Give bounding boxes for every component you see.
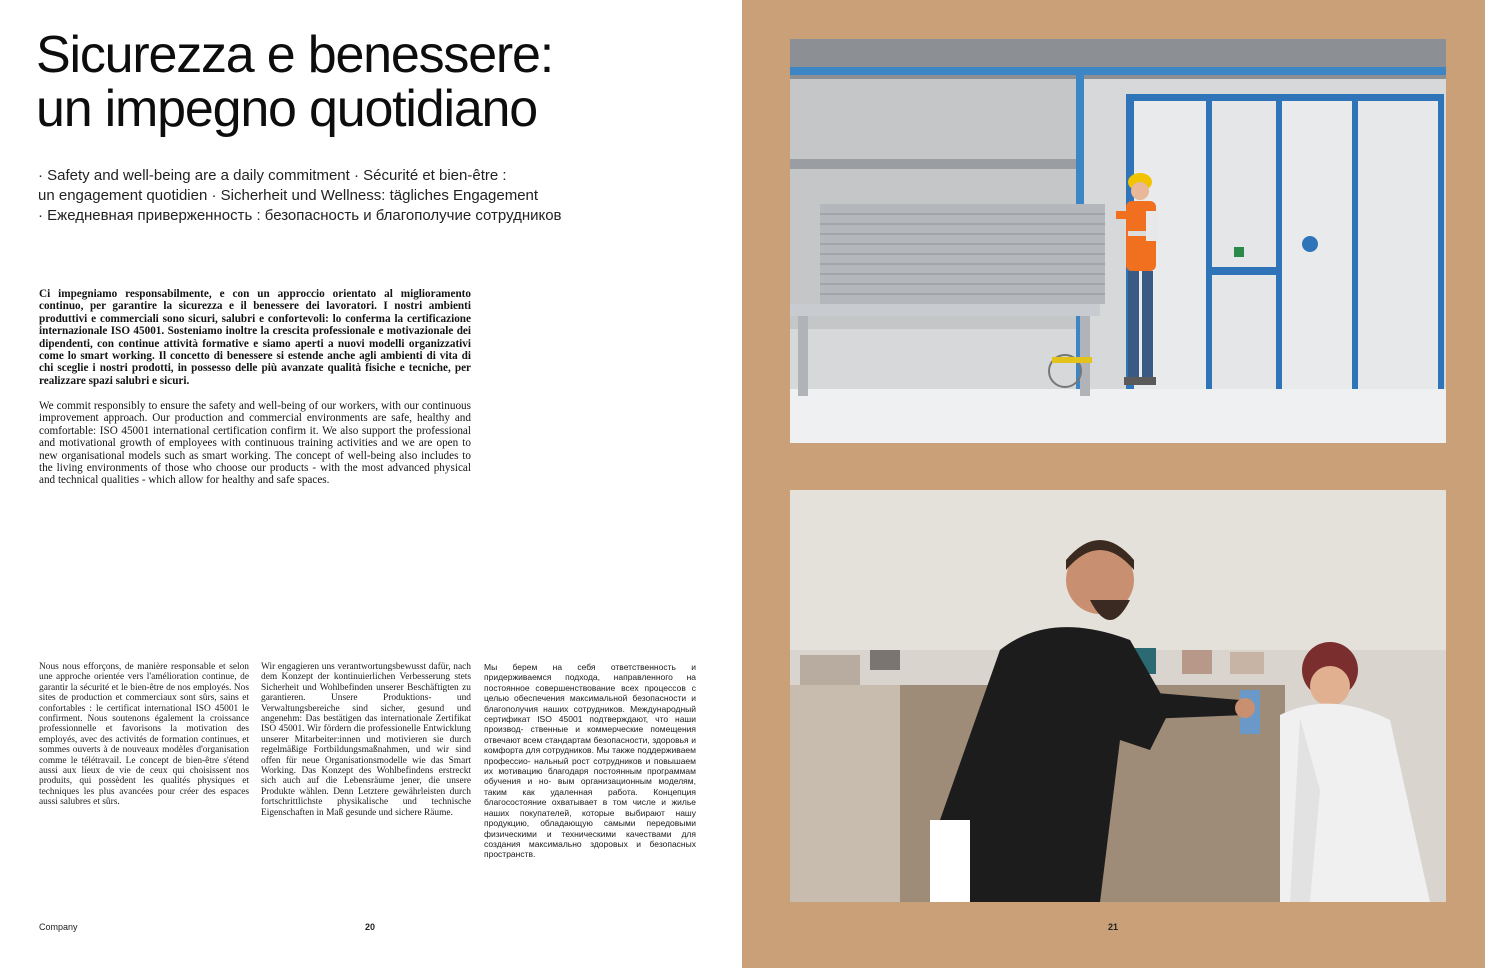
multilingual-subtitle (38, 166, 638, 226)
section-footer-label: Company (39, 922, 78, 932)
subtitle-line-1: · Safety and well-being are a daily commitment · Sécurité et bien-être : (38, 167, 507, 184)
body-text-italian: Ci impegniamo responsabilmente, e con un approccio orientato al miglioramento continuo, per garantire la sicurezza e il benessere dei lavoratori. I nostri ambienti produttivi e commerciali sono sicuri, salubri e confortevoli: lo conferma la certificazione internazionale ISO 45001. Sosteniamo inoltre la crescita professionale e motivazionale dei dipendenti, con continue attività formative e siamo aperti a nuovi modelli organizzativi come lo smart working. Il concetto di benessere si estende anche agli ambienti di vita di chi sceglie i nostri prodotti, in possesso delle più avanzate qualità fisiche e tecniche, per realizzare spazi salubri e sicuri. (39, 288, 471, 387)
factory-worker-illustration (790, 39, 1446, 443)
body-text-german: Wir engagieren uns verantwortungsbewusst dafür, nach dem Konzept der kontinuierlichen Verbesserung stets Sicherheit und Wohlbefinden unserer Beschäftigten zu garantieren. Unsere Produktions- und Verwaltungsbereiche sind sicher, gesund und angenehm: Das bestätigen das internationale Zertifikat ISO 45001. Wir fördern die professionelle Entwicklung unserer Mitarbeiter:innen und motivieren sie durch regelmäßige Fortbildungsmaßnahmen, und wir sind offen für neue Organisationsmodelle wie das Smart Working. Das Konzept des Wohlbefindens erstreckt sich auch auf die Lebensräume jener, die unsere Produkte wählen. Denn Letztere gewährleisten durch fortschrittlichste physikalische und technische Eigenschaften in Maß gesunde und sichere Räume. (261, 662, 471, 818)
tile-inspection-illustration (790, 490, 1446, 902)
subtitle-line-3: · Ежедневная приверженность : безопасность и благополучие сотрудников (38, 207, 562, 224)
page-number-right: 21 (1108, 922, 1119, 932)
left-page (0, 0, 742, 968)
page-title (36, 28, 696, 136)
tile-inspection-photo (790, 490, 1446, 902)
body-text-english: We commit responsibly to ensure the safety and well-being of our workers, with our continuous improvement approach. Our production and commercial environments are safe, healthy and comfortable: ISO 45001 international certification confirm it. We also support the professional and motivational growth of employees with continuous training activities and we are open to new organisational models such as smart working. The concept of well-being also includes to the living environments of those who choose our products - with the most advanced physical and technical qualities - which allow for healthy and safe spaces. (39, 400, 471, 487)
page-number-left: 20 (365, 922, 376, 932)
factory-worker-photo (790, 39, 1446, 443)
body-text-russian: Мы берем на себя ответственность и придерживаемся подхода, направленного на постоянное совершенствование всех процессов с целью обеспечения максимальной безопасности и благополучия наших сотрудников. Международный сертификат ISO 45001 подтверждают, что наши производ- ственные и коммерческие помещения отвечают всем стандартам безопасности, здоровья и комфорта для сотрудников. Мы также поддерживаем профессио- нальный рост сотрудников и повышаем их мотивацию благодаря постоянным программам обучения и но- вым организационным моделям, таким как удаленная работа. Концепция благосостояние охватывает в том числе и жилье наших покупателей, которые выбирают нашу продукцию, обладающую самыми передовыми физическими и техническими качествами для создания максимально здоровых и безопасных пространств. (484, 662, 696, 860)
title-line-1: Sicurezza e benessere: (36, 26, 554, 84)
body-text-french: Nous nous efforçons, de manière responsable et selon une approche orientée vers l'amélioration continue, de garantir la sécurité et le bien-être de nos employés. Nos sites de production et commerciaux sont sûrs, sains et confortables : le certificat international ISO 45001 le confirment. Nous soutenons également la croissance professionnelle et favorisons la motivation des employés, avec des activités de formation continues, et sommes ouverts à de nouveaux modèles d'organisation comme le télétravail. Le concept de bien-être s'étend aussi aux lieux de vie de ceux qui choisissent nos produits, qui possèdent les qualités physiques et techniques les plus avancées pour créer des espaces aussi salubres et sûrs. (39, 662, 249, 808)
title-line-2: un impegno quotidiano (36, 80, 537, 138)
subtitle-line-2: un engagement quotidien · Sicherheit und Wellness: tägliches Engagement (38, 187, 539, 204)
